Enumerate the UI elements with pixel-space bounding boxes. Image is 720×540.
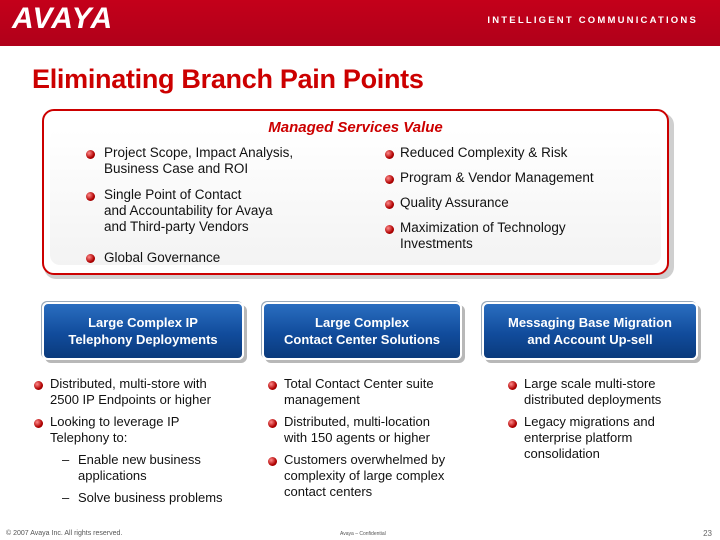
item-line: complexity of large complex (284, 468, 445, 483)
category-messaging-migration-button[interactable] (482, 302, 698, 360)
header-tagline: INTELLIGENT COMMUNICATIONS (487, 15, 698, 26)
item-line: Total Contact Center suite (284, 376, 434, 391)
item-line: Looking to leverage IP (50, 414, 180, 429)
item-line: distributed deployments (524, 392, 662, 407)
category-line: and Account Up-sell (527, 332, 653, 347)
bullet-icon (86, 192, 95, 201)
item-line: Customers overwhelmed by (284, 452, 446, 467)
category-ip-telephony-button[interactable] (42, 302, 244, 360)
item-line: Telephony to: (50, 430, 128, 445)
item-line: management (284, 392, 360, 407)
panel-title: Managed Services Value (268, 119, 443, 136)
bullet-icon (34, 419, 43, 428)
item-line: 2500 IP Endpoints or higher (50, 392, 211, 407)
bullet-icon (268, 419, 277, 428)
col3-item-1 (524, 376, 661, 408)
item-line: Investments (400, 236, 473, 251)
item-line: applications (78, 468, 147, 483)
page-number: 23 (703, 529, 712, 538)
col1-subitem-1 (78, 452, 201, 484)
copyright: © 2007 Avaya Inc. All rights reserved. (6, 530, 123, 537)
panel-left-item-1 (104, 145, 293, 177)
panel-right-item-3: Quality Assurance (400, 195, 509, 210)
dash-marker: – (62, 452, 70, 467)
panel-left-item-3 (104, 250, 220, 266)
bullet-icon (385, 225, 394, 234)
item-line: Business Case and ROI (104, 161, 249, 176)
col2-item-3 (284, 452, 445, 500)
bullet-icon (385, 175, 394, 184)
col2-item-1 (284, 376, 434, 408)
category-line: Large Complex IP (88, 315, 198, 330)
dash-marker: – (62, 490, 70, 505)
panel-right-item-4 (400, 220, 566, 252)
col1-item-1 (50, 376, 211, 408)
item-line: and Third-party Vendors (104, 219, 249, 234)
page-title: Eliminating Branch Pain Points (32, 64, 424, 94)
col1-item-2 (50, 414, 179, 446)
item-line: enterprise platform (524, 430, 633, 445)
item-line: Project Scope, Impact Analysis, (104, 145, 294, 160)
bullet-icon (34, 381, 43, 390)
header-band (0, 0, 720, 46)
avaya-logo: AVAYA (12, 2, 114, 35)
panel-left-item-2 (104, 187, 273, 235)
panel-right-item-1: Reduced Complexity & Risk (400, 145, 568, 160)
bullet-icon (86, 150, 95, 159)
item-line: contact centers (284, 484, 373, 499)
bullet-icon (508, 381, 517, 390)
bullet-icon (86, 254, 95, 263)
category-line: Contact Center Solutions (283, 332, 440, 347)
bullet-icon (385, 200, 394, 209)
item-line: with 150 agents or higher (284, 430, 430, 445)
bullet-icon (268, 381, 277, 390)
item-line: Enable new business (78, 452, 201, 467)
item-line: Maximization of Technology (400, 220, 566, 235)
item-line: Distributed, multi-store with (50, 376, 207, 391)
col3-item-2 (524, 414, 655, 462)
bullet-icon (385, 150, 394, 159)
confidential-label: Avaya – Confidential (340, 531, 386, 537)
item-line: Distributed, multi-location (284, 414, 430, 429)
item-line: Global Governance (104, 250, 221, 265)
panel-right-item-2: Program & Vendor Management (400, 170, 594, 185)
item-line: Large scale multi-store (524, 376, 656, 391)
item-line: Legacy migrations and (524, 414, 655, 429)
category-line: Messaging Base Migration (508, 315, 672, 330)
category-line: Telephony Deployments (68, 332, 218, 347)
item-line: Single Point of Contact (104, 187, 242, 202)
bullet-icon (508, 419, 517, 428)
bullet-icon (268, 457, 277, 466)
col2-item-2 (284, 414, 430, 446)
category-contact-center-button[interactable] (262, 302, 462, 360)
item-line: and Accountability for Avaya (104, 203, 273, 218)
item-line: consolidation (524, 446, 600, 461)
category-line: Large Complex (315, 315, 409, 330)
col1-subitem-2: Solve business problems (78, 490, 223, 505)
